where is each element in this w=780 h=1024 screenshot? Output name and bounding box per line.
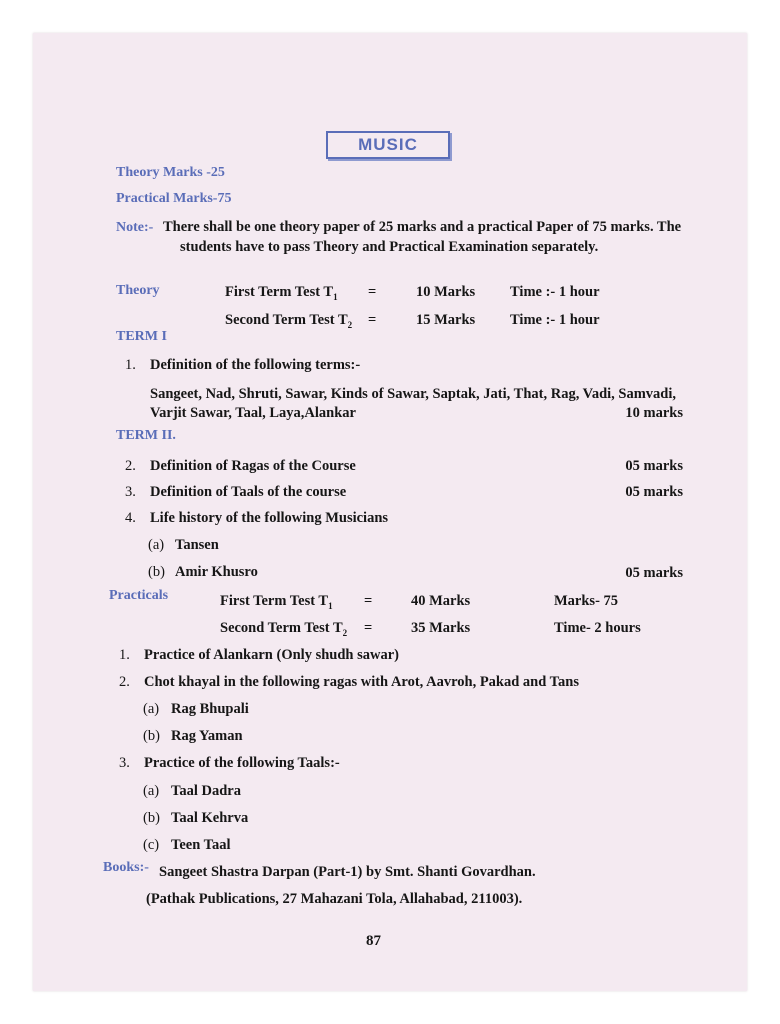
term-1-label: TERM I: [116, 329, 167, 344]
page-heading: MUSIC: [326, 131, 450, 159]
term-2-item-2-text: Definition of Ragas of the Course: [150, 458, 356, 474]
raga-b-name: Rag Yaman: [171, 728, 243, 744]
musician-b-label: (b): [148, 564, 165, 580]
practicals-label: Practicals: [109, 588, 169, 603]
term-1-item-number: 1.: [125, 357, 136, 373]
books-line-1: Sangeet Shastra Darpan (Part-1) by Smt. Shanti Govardhan.: [159, 864, 536, 880]
practical-test-1-eq: =: [364, 593, 373, 609]
note-line-2: students have to pass Theory and Practical Examination separately.: [180, 239, 599, 255]
document-page: [33, 33, 747, 991]
practical-item-2-number: 2.: [119, 674, 130, 690]
practical-test-2-eq: =: [364, 620, 373, 636]
term-2-item-3-marks: 05 marks: [625, 484, 683, 500]
terms-marks: 10 marks: [625, 405, 683, 421]
practical-item-1-text: Practice of Alankarn (Only shudh sawar): [144, 647, 399, 663]
taal-c-name: Teen Taal: [171, 837, 231, 853]
practical-test-1-total: Marks- 75: [554, 593, 619, 609]
practical-test-1-marks: 40 Marks: [411, 593, 471, 609]
theory-label: Theory: [116, 283, 160, 298]
theory-marks-label: Theory Marks -25: [116, 165, 225, 180]
practical-test-2-name: Second Term Test $T_2$: [220, 620, 348, 638]
theory-test-1-eq: =: [368, 284, 377, 300]
term-1-item-text: Definition of the following terms:-: [150, 357, 361, 373]
note-line-1: There shall be one theory paper of 25 marks and a practical Paper of 75 marks. The: [163, 219, 682, 235]
term-2-item-3-number: 3.: [125, 484, 136, 500]
theory-test-1-time: Time :- 1 hour: [510, 284, 600, 300]
term-2-item-2-marks: 05 marks: [625, 458, 683, 474]
theory-test-1-marks: 10 Marks: [416, 284, 476, 300]
terms-line-2: Varjit Sawar, Taal, Laya,Alankar: [150, 405, 356, 421]
term-2-label: TERM II.: [116, 428, 176, 443]
practical-item-3-text: Practice of the following Taals:-: [144, 755, 340, 771]
taal-a-label: (a): [143, 783, 160, 799]
theory-test-2-name: Second Term Test $T_2$: [225, 312, 353, 330]
raga-b-label: (b): [143, 728, 160, 744]
taal-b-name: Taal Kehrva: [171, 810, 249, 826]
raga-a-name: Rag Bhupali: [171, 701, 249, 717]
musician-b-name: Amir Khusro: [175, 564, 258, 580]
page-number: 87: [366, 933, 381, 949]
term-2-item-4-text: Life history of the following Musicians: [150, 510, 389, 526]
practical-test-2-marks: 35 Marks: [411, 620, 471, 636]
books-line-2: (Pathak Publications, 27 Mahazani Tola, Allahabad, 211003).: [146, 891, 523, 907]
raga-a-label: (a): [143, 701, 160, 717]
taal-a-name: Taal Dadra: [171, 783, 241, 799]
practical-item-2-text: Chot khayal in the following ragas with Arot, Aavroh, Pakad and Tans: [144, 674, 579, 690]
taal-c-label: (c): [143, 837, 160, 853]
musician-a-label: (a): [148, 537, 165, 553]
practical-item-3-number: 3.: [119, 755, 130, 771]
musician-b-marks: 05 marks: [625, 565, 683, 581]
practical-item-1-number: 1.: [119, 647, 130, 663]
theory-test-2-eq: =: [368, 312, 377, 328]
term-2-item-4-number: 4.: [125, 510, 136, 526]
term-2-item-2-number: 2.: [125, 458, 136, 474]
taal-b-label: (b): [143, 810, 160, 826]
terms-line-1: Sangeet, Nad, Shruti, Sawar, Kinds of Sawar, Saptak, Jati, That, Rag, Vadi, Samvadi,: [150, 386, 677, 402]
theory-test-2-time: Time :- 1 hour: [510, 312, 600, 328]
theory-test-1-name: First Term Test $T_1$: [225, 284, 338, 302]
musician-a-name: Tansen: [175, 537, 219, 553]
term-2-item-3-text: Definition of Taals of the course: [150, 484, 347, 500]
practical-test-2-time: Time- 2 hours: [554, 620, 641, 636]
practical-marks-label: Practical Marks-75: [116, 191, 232, 206]
books-label: Books:-: [103, 860, 149, 875]
theory-test-2-marks: 15 Marks: [416, 312, 476, 328]
note-label: Note:-: [116, 220, 154, 235]
practical-test-1-name: First Term Test $T_1$: [220, 593, 333, 611]
